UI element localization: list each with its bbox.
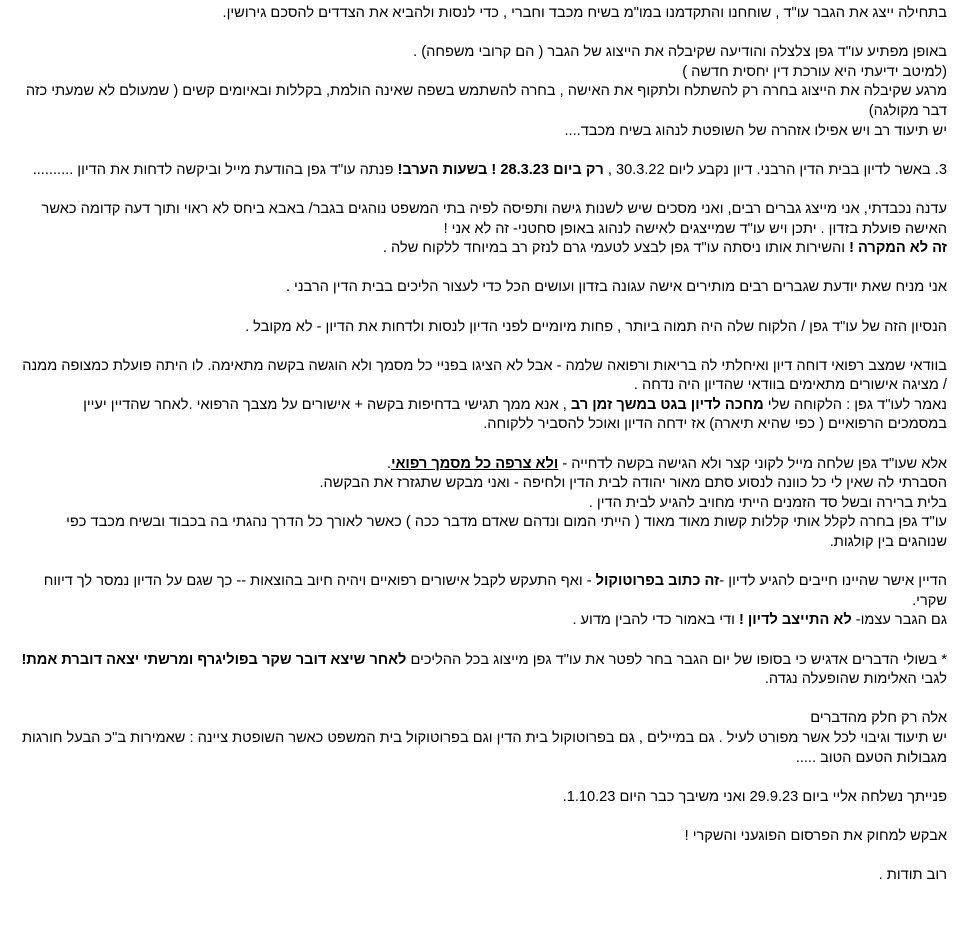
text-line: [20, 651, 947, 690]
text-line: [20, 788, 947, 808]
bold-text: לאחר שיצא דובר שקר בפוליגרף ומרשתי יצאה דוברת אמת!: [21, 651, 407, 668]
text-line: [20, 43, 947, 63]
paragraph-gap: [20, 141, 947, 161]
text-run: הסברתי לה שאין לי כל כוונה לנסוע סתם מאור יהודה לבית הדין ולחיפה - ואני מבקש שתגזרז את הבקשה.: [319, 475, 947, 492]
text-line: [20, 278, 947, 298]
text-run: נאמר לעו"ד גפן : הלקוחה שלי: [763, 396, 947, 413]
text-run: הנסיון הזה של עו"ד גפן / הלקוח שלה היה תמוה ביותר , פחות מיומיים לפני הדיון לנסות ולדחות את הדיון - לא מקובל .: [245, 318, 947, 335]
text-run: יש תיעוד וגיבוי לכל אשר מפורט לעיל . גם במיילים , גם בפרוטוקול בית הדין וגם בפרוטוקול בית המשפט כאשר השופטת ציינה : שאמירות ב"כ הבעל חורגות מגבולות הטעם הטוב .....: [21, 729, 947, 766]
paragraph: [20, 455, 947, 553]
paragraph-gap: [20, 180, 947, 200]
paragraph-gap: [20, 847, 947, 867]
underlined-text: ולא צרפה כל מסמך רפואי: [391, 455, 559, 472]
text-run: בוודאי שמצב רפואי דוחה דיון ואיחלתי לה בריאות ורפואה שלמה - אבל לא הציגו בפניי כל מסמך ולא הוגשה בקשה מתאימה. לו היתה פועלת כמצופה ממנה / מציגה אישורים מתאימים בוודאי שהדיון היה נדחה .: [22, 357, 947, 394]
paragraph-gap: [20, 631, 947, 651]
text-line: [20, 4, 947, 24]
paragraph: [20, 866, 947, 886]
text-line: [20, 396, 947, 435]
paragraph: [20, 709, 947, 768]
text-line: [20, 572, 947, 611]
text-line: [20, 709, 947, 729]
paragraph: [20, 357, 947, 435]
text-run: * בשולי הדברים אדגיש כי בסופו של יום הגבר בחר לפטר את עו"ד גפן מייצוג בכל ההליכים: [406, 651, 947, 668]
text-line: [20, 729, 947, 768]
text-line: [20, 494, 947, 514]
text-run: פנתה עו"ד גפן בהודעת מייל וביקשה לדחות את הדיון ..........: [32, 161, 398, 178]
paragraph-gap: [20, 298, 947, 318]
text-line: [20, 82, 947, 121]
paragraph: [20, 4, 947, 24]
paragraph-gap: [20, 768, 947, 788]
text-run: לגבי האלימות שהופעלה נגדה.: [764, 671, 947, 688]
text-run: פנייתך נשלחה אליי ביום 29.9.23 ואני משיבך כבר היום 1.10.23.: [562, 788, 947, 805]
paragraph: [20, 788, 947, 808]
text-line: [20, 63, 947, 83]
text-line: [20, 827, 947, 847]
paragraph: [20, 318, 947, 338]
text-line: [20, 357, 947, 396]
paragraph-gap: [20, 337, 947, 357]
paragraph: [20, 43, 947, 141]
paragraph-gap: [20, 435, 947, 455]
text-line: [20, 611, 947, 631]
paragraph: [20, 278, 947, 298]
text-line: [20, 122, 947, 142]
bold-text: זה לא המקרה !: [849, 240, 947, 257]
paragraph: [20, 827, 947, 847]
text-run: בתחילה ייצג את הגבר עו"ד , שוחחנו והתקדמנו במו"מ בשיח מכבד וחברי , כדי לנסות ולהביא את הצדדים להסכם גירושין.: [222, 5, 947, 21]
paragraph-gap: [20, 807, 947, 827]
text-run: אלא שעו"ד גפן שלחה מייל לקוני קצר ולא הגישה בקשה לדחייה -: [558, 455, 947, 472]
text-line: [20, 474, 947, 494]
bold-text: לא התייצב לדיון !: [738, 612, 852, 629]
text-run: - ואף התעקש לקבל אישורים רפואיים ויהיה חיוב בהוצאות -- כך שגם על הדיון נמסר לך דיווח שקרי.: [43, 573, 947, 609]
bold-text: זה כתוב בפרוטוקול: [595, 573, 720, 590]
text-run: עדנה נכבדתי, אני מייצג גברים רבים, ואני מסכים שיש לשנות גישה ותפיסה לפיה בתי המשפט נוהגים בגבר/ באבא ביחס לא ראוי ותוך דעה קדומה כאשר האישה פועלת בזדון . יתכן ויש עו"ד שמייצגים לאישה לנהוג באופן סחטני- זה לא אני !: [41, 200, 947, 237]
text-run: רוב תודות .: [878, 867, 947, 884]
text-run: .: [387, 455, 392, 472]
paragraph-gap: [20, 24, 947, 44]
bold-text: מחכה לדיון בגט במשך זמן רב: [570, 396, 764, 413]
letter-body: [20, 4, 947, 886]
text-run: והשירות אותו ניסתה עו"ד גפן לבצע לטעמי גרם לנזק רב במיוחד ללקוח שלה .: [382, 240, 850, 257]
paragraph: [20, 651, 947, 690]
paragraph-gap: [20, 690, 947, 710]
text-run: בלית ברירה ובשל סד הזמנים הייתי מחויב להגיע לבית הדין .: [588, 494, 947, 511]
text-run: מרגע שקיבלה את הייצוג בחרה רק להשתלח ולתקוף את האישה , בחרה להשתמש בשפה שאינה הולמת, בקללות ובאיומים קשים ( שמעולם לא שמעתי כזה דבר מקולגה): [25, 83, 947, 119]
text-line: [20, 318, 947, 338]
text-run: באופן מפתיע עו"ד גפן צלצלה והודיעה שקיבלה את הייצוג של הגבר ( הם קרובי משפחה) .: [413, 44, 947, 61]
text-run: עו"ד גפן בחרה לקלל אותי קללות קשות מאוד מאוד ( הייתי המום ונדהם שאדם מדבר ככה ) כאשר לאורך כל הדרך נהגתי בה בכבוד ובשיח מכבד כפי שנוהגים בין קולגות.: [66, 514, 947, 551]
paragraph-gap: [20, 259, 947, 279]
text-run: ודי באמור כדי להבין מדוע .: [572, 612, 739, 629]
paragraph: [20, 161, 947, 181]
paragraph: [20, 572, 947, 631]
text-line: [20, 200, 947, 239]
text-line: [20, 455, 947, 475]
text-line: [20, 866, 947, 886]
text-run: אבקש למחוק את הפרסום הפוגעני והשקרי !: [684, 827, 947, 844]
text-run: גם הגבר עצמו-: [851, 612, 947, 629]
text-run: יש תיעוד רב ויש אפילו אזהרה של השופטת לנהוג בשיח מכבד....: [564, 122, 947, 139]
text-run: (למיטב ידיעתי היא עורכת דין יחסית חדשה ): [682, 63, 947, 80]
paragraph: [20, 200, 947, 259]
text-line: [20, 513, 947, 552]
bold-underlined-text: [391, 456, 558, 472]
bold-text: רק ביום 28.3.23 ! בשעות הערב!: [397, 161, 604, 178]
text-run: אלה רק חלק מהדברים: [810, 710, 947, 727]
text-line: [20, 161, 947, 181]
text-run: , אנא ממך תגישי בדחיפות בקשה + אישורים על מצבך הרפואי .לאחר שהדיין יעיין במסמכים הרפואיים ( כפי שהיא תיארה) אז ידחה הדיון ואוכל להסביר ללקוחה.: [83, 396, 947, 433]
text-run: הדיין אישר שהיינו חייבים להגיע לדיון -: [719, 573, 947, 590]
text-line: [20, 239, 947, 259]
paragraph-gap: [20, 553, 947, 573]
text-run: 3. באשר לדיון בבית הדין הרבני. דיון נקבע ליום 30.3.22 ,: [603, 161, 947, 178]
text-run: אני מניח שאת יודעת שגברים רבים מותירים אישה עגונה בזדון ועושים הכל כדי לעצור הליכים בבית הדין הרבני .: [285, 279, 947, 296]
